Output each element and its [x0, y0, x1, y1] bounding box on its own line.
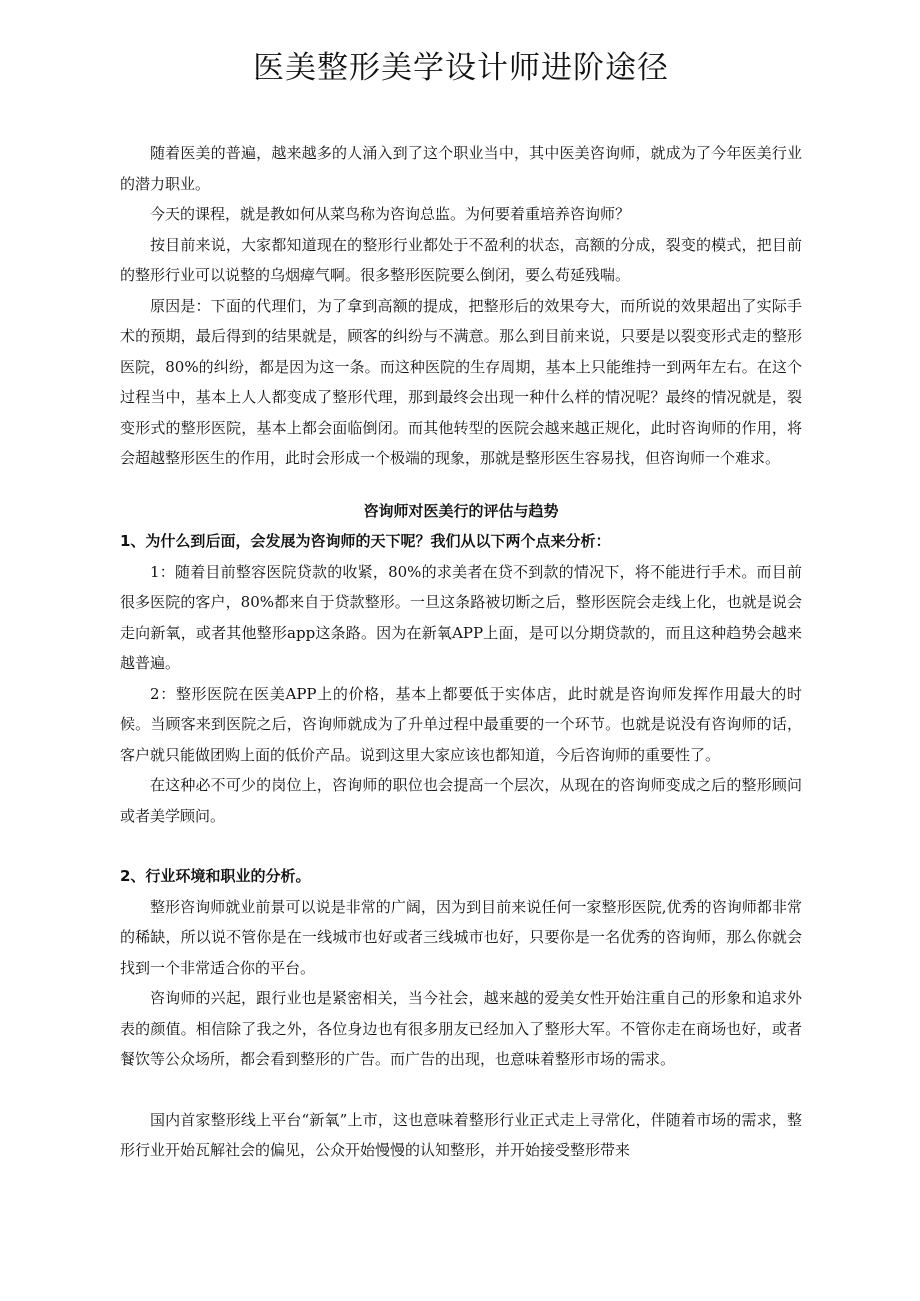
point-2-final-paragraph: 国内首家整形线上平台“新氧”上市，这也意味着整形行业正式走上寻常化，伴随着市场的需求，整形行业开始瓦解社会的偏见，公众开始慢慢的认知整形，并开始接受整形带来	[120, 1110, 802, 1159]
point-1-paragraph-1: 1：随着目前整容医院贷款的收紧，80%的求美者在贷不到款的情况下，将不能进行手术。而目前很多医院的客户，80%都来自于贷款整形。一旦这条路被切断之后，整形医院会走线上化，也就是说会走向新氧，或者其他整形app这条路。因为在新氧APP上面，是可以分期贷款的，而且这种趋势会越来越普遍。	[120, 562, 802, 672]
point-1-paragraph-2: 2：整形医院在医美APP上的价格，基本上都要低于实体店，此时就是咨询师发挥作用最大的时候。当顾客来到医院之后，咨询师就成为了升单过程中最重要的一个环节。也就是说没有咨询师的话，客户就只能做团购上面的低价产品。说到这里大家应该也都知道，今后咨询师的重要性了。	[120, 684, 802, 764]
point-1-heading: 1、为什么到后面，会发展为咨询师的天下呢？我们从以下两个点来分析：	[120, 532, 611, 550]
intro-paragraph-3: 按目前来说，大家都知道现在的整形行业都处于不盈利的状态，高额的分成，裂变的模式，把目前的整形行业可以说整的乌烟瘴气啊。很多整形医院要么倒闭，要么苟延残喘。	[120, 235, 802, 284]
section-heading: 咨询师对医美行的评估与趋势	[363, 501, 559, 520]
point-2-paragraph-1: 整形咨询师就业前景可以说是非常的广阔，因为到目前来说任何一家整形医院,优秀的咨询师都非常的稀缺，所以说不管你是在一线城市也好或者三线城市也好，只要你是一名优秀的咨询师，那么你就会找到一个非常适合你的平台。	[120, 897, 802, 977]
point-2-heading: 2、行业环境和职业的分析。	[120, 867, 311, 885]
document-title: 医美整形美学设计师进阶途径	[253, 50, 669, 86]
point-1-paragraph-3: 在这种必不可少的岗位上，咨询师的职位也会提高一个层次，从现在的咨询师变成之后的整形顾问或者美学顾问。	[120, 776, 802, 825]
intro-paragraph-4: 原因是：下面的代理们，为了拿到高额的提成，把整形后的效果夸大，而所说的效果超出了实际手术的预期，最后得到的结果就是，顾客的纠纷与不满意。那么到目前来说，只要是以裂变形式走的整形医院，80%的纠纷，都是因为这一条。而这种医院的生存周期，基本上只能维持一到两年左右。在这个过程当中，基本上人人都变成了整形代理，那到最终会出现一种什么样的情况呢？最终的情况就是，裂变形式的整形医院，基本上都会面临倒闭。而其他转型的医院会越来越正规化，此时咨询师的作用，将会超越整形医生的作用，此时会形成一个极端的现象，那就是整形医生容易找，但咨询师一个难求。	[120, 296, 802, 467]
intro-paragraph-2: 今天的课程，就是教如何从菜鸟称为咨询总监。为何要着重培养咨询师？	[150, 205, 631, 223]
intro-paragraph-1: 随着医美的普遍，越来越多的人涌入到了这个职业当中，其中医美咨询师，就成为了今年医美行业的潜力职业。	[120, 144, 802, 193]
point-2-paragraph-2: 咨询师的兴起，跟行业也是紧密相关，当今社会，越来越的爱美女性开始注重自己的形象和追求外表的颜值。相信除了我之外，各位身边也有很多朋友已经加入了整形大军。不管你走在商场也好，或者餐饮等公众场所，都会看到整形的广告。而广告的出现，也意味着整形市场的需求。	[120, 989, 802, 1068]
